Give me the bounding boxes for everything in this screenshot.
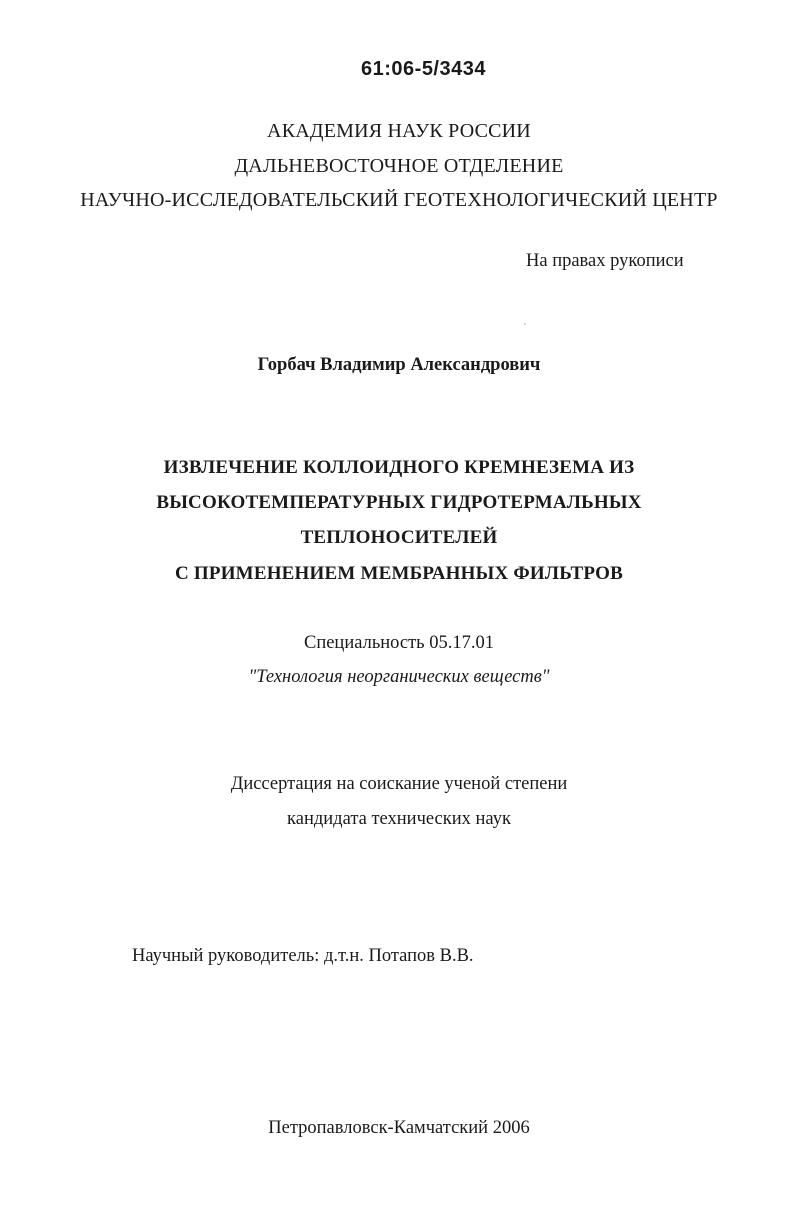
title-line-3: ТЕПЛОНОСИТЕЛЕЙ <box>300 527 498 548</box>
title-line-4: С ПРИМЕНЕНИЕМ МЕМБРАННЫХ ФИЛЬТРОВ <box>175 563 623 584</box>
title-line-2: ВЫСОКОТЕМПЕРАТУРНЫХ ГИДРОТЕРМАЛЬНЫХ <box>156 492 642 513</box>
specialty-code: Специальность 05.17.01 <box>303 633 494 653</box>
title-line-1: ИЗВЛЕЧЕНИЕ КОЛЛОИДНОГО КРЕМНЕЗЕМА ИЗ <box>163 457 635 478</box>
place-and-year: Петропавловск-Камчатский 2006 <box>268 1118 530 1138</box>
specialty-name: "Технология неорганических веществ" <box>248 667 550 687</box>
scientific-supervisor: Научный руководитель: д.т.н. Потапов В.В. <box>132 946 474 966</box>
organization-line-1: АКАДЕМИЯ НАУК РОССИИ <box>267 120 531 142</box>
organization-line-2: ДАЛЬНЕВОСТОЧНОЕ ОТДЕЛЕНИЕ <box>234 155 564 177</box>
dissertation-line-2: кандидата технических наук <box>287 809 511 829</box>
organization-line-3: НАУЧНО-ИССЛЕДОВАТЕЛЬСКИЙ ГЕОТЕХНОЛОГИЧЕСКИЙ ЦЕНТР <box>80 189 718 211</box>
scan-speck <box>524 323 526 325</box>
dissertation-line-1: Диссертация на соискание ученой степени <box>230 774 568 794</box>
registration-number: 61:06-5/3434 <box>361 58 486 80</box>
author-name: Горбач Владимир Александрович <box>257 355 541 375</box>
manuscript-note: На правах рукописи <box>526 251 684 271</box>
